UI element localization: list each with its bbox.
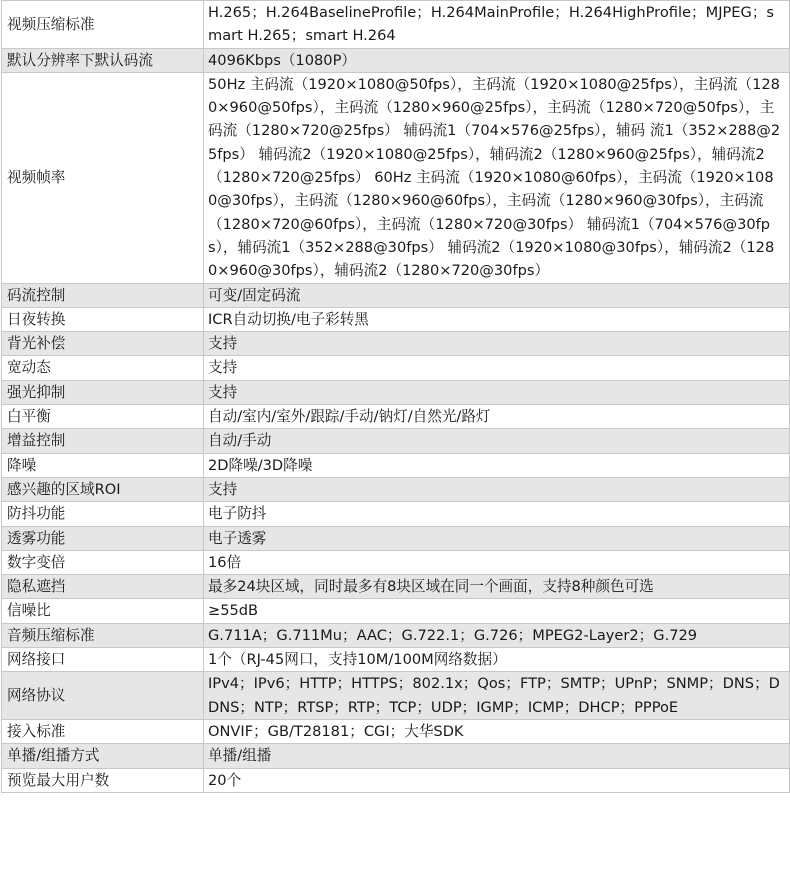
spec-label: 背光补偿 bbox=[2, 332, 204, 356]
spec-value: IPv4；IPv6；HTTP；HTTPS；802.1x；Qos；FTP；SMTP；UPnP；SNMP；DNS；DDNS；NTP；RTSP；RTP；TCP；UDP；IGMP；ICMP；DHCP；PPPoE bbox=[204, 672, 790, 720]
spec-row bbox=[2, 429, 790, 453]
spec-label: 宽动态 bbox=[2, 356, 204, 380]
spec-row bbox=[2, 623, 790, 647]
spec-row bbox=[2, 453, 790, 477]
spec-row bbox=[2, 72, 790, 283]
spec-label: 防抖功能 bbox=[2, 502, 204, 526]
spec-row bbox=[2, 1, 790, 49]
spec-row bbox=[2, 648, 790, 672]
spec-value: 支持 bbox=[204, 332, 790, 356]
spec-row bbox=[2, 48, 790, 72]
spec-row bbox=[2, 672, 790, 720]
spec-value: 最多24块区域，同时最多有8块区域在同一个画面，支持8种颜色可选 bbox=[204, 575, 790, 599]
spec-label: 数字变倍 bbox=[2, 550, 204, 574]
spec-value: 自动/手动 bbox=[204, 429, 790, 453]
spec-label: 感兴趣的区域ROI bbox=[2, 477, 204, 501]
spec-row bbox=[2, 283, 790, 307]
spec-row bbox=[2, 744, 790, 768]
spec-value: 2D降噪/3D降噪 bbox=[204, 453, 790, 477]
spec-row bbox=[2, 356, 790, 380]
spec-label: 网络协议 bbox=[2, 672, 204, 720]
spec-label: 网络接口 bbox=[2, 648, 204, 672]
spec-value: 16倍 bbox=[204, 550, 790, 574]
spec-row bbox=[2, 550, 790, 574]
spec-value: ONVIF；GB/T28181；CGI；大华SDK bbox=[204, 719, 790, 743]
spec-value: 电子透雾 bbox=[204, 526, 790, 550]
spec-label: 单播/组播方式 bbox=[2, 744, 204, 768]
spec-value: 单播/组播 bbox=[204, 744, 790, 768]
spec-label: 接入标准 bbox=[2, 719, 204, 743]
spec-row bbox=[2, 477, 790, 501]
spec-value: 20个 bbox=[204, 768, 790, 792]
spec-value: 可变/固定码流 bbox=[204, 283, 790, 307]
spec-row bbox=[2, 332, 790, 356]
spec-value: 支持 bbox=[204, 356, 790, 380]
spec-label: 预览最大用户数 bbox=[2, 768, 204, 792]
spec-value: ICR自动切换/电子彩转黑 bbox=[204, 307, 790, 331]
spec-label: 透雾功能 bbox=[2, 526, 204, 550]
spec-value: 50Hz 主码流（1920×1080@50fps），主码流（1920×1080@25fps），主码流（1280×960@50fps），主码流（1280×960@25fps），主码流（1280×720@50fps），主码流（1280×720@25fps） 辅码流1（704×576@25fps），辅码 流1（352×288@25fps） 辅码流2（1920×1080@25fps），辅码流2（1280×960@25fps），辅码流2（1280×720@25fps） 60Hz 主码流（1920×1080@60fps），主码流（1920×1080@30fps），主码流（1280×960@60fps），主码流（1280×960@30fps），主码流（1280×720@60fps），主码流（1280×720@30fps） 辅码流1（704×576@30fps），辅码流1（352×288@30fps） 辅码流2（1920×1080@30fps），辅码流2（1280×960@30fps），辅码流2（1280×720@30fps） bbox=[204, 72, 790, 283]
spec-label: 增益控制 bbox=[2, 429, 204, 453]
spec-row bbox=[2, 526, 790, 550]
spec-label: 视频帧率 bbox=[2, 72, 204, 283]
spec-value: 电子防抖 bbox=[204, 502, 790, 526]
spec-value: 4096Kbps（1080P） bbox=[204, 48, 790, 72]
spec-value: H.265；H.264BaselineProfile；H.264MainProfile；H.264HighProfile；MJPEG；smart H.265；smart H.264 bbox=[204, 1, 790, 49]
spec-value: 支持 bbox=[204, 380, 790, 404]
spec-label: 视频压缩标准 bbox=[2, 1, 204, 49]
spec-row bbox=[2, 599, 790, 623]
spec-label: 白平衡 bbox=[2, 405, 204, 429]
spec-value: 自动/室内/室外/跟踪/手动/钠灯/自然光/路灯 bbox=[204, 405, 790, 429]
spec-value: ≥55dB bbox=[204, 599, 790, 623]
spec-label: 日夜转换 bbox=[2, 307, 204, 331]
spec-label: 码流控制 bbox=[2, 283, 204, 307]
spec-row bbox=[2, 405, 790, 429]
spec-label: 信噪比 bbox=[2, 599, 204, 623]
spec-label: 默认分辨率下默认码流 bbox=[2, 48, 204, 72]
spec-value: 支持 bbox=[204, 477, 790, 501]
spec-value: G.711A；G.711Mu；AAC；G.722.1；G.726；MPEG2-Layer2；G.729 bbox=[204, 623, 790, 647]
spec-row bbox=[2, 307, 790, 331]
spec-value: 1个（RJ-45网口，支持10M/100M网络数据） bbox=[204, 648, 790, 672]
spec-label: 音频压缩标准 bbox=[2, 623, 204, 647]
spec-label: 降噪 bbox=[2, 453, 204, 477]
spec-table-body bbox=[2, 1, 790, 793]
spec-label: 强光抑制 bbox=[2, 380, 204, 404]
spec-row bbox=[2, 575, 790, 599]
spec-row bbox=[2, 502, 790, 526]
spec-row bbox=[2, 380, 790, 404]
spec-row bbox=[2, 719, 790, 743]
spec-row bbox=[2, 768, 790, 792]
spec-table bbox=[1, 0, 790, 793]
spec-label: 隐私遮挡 bbox=[2, 575, 204, 599]
